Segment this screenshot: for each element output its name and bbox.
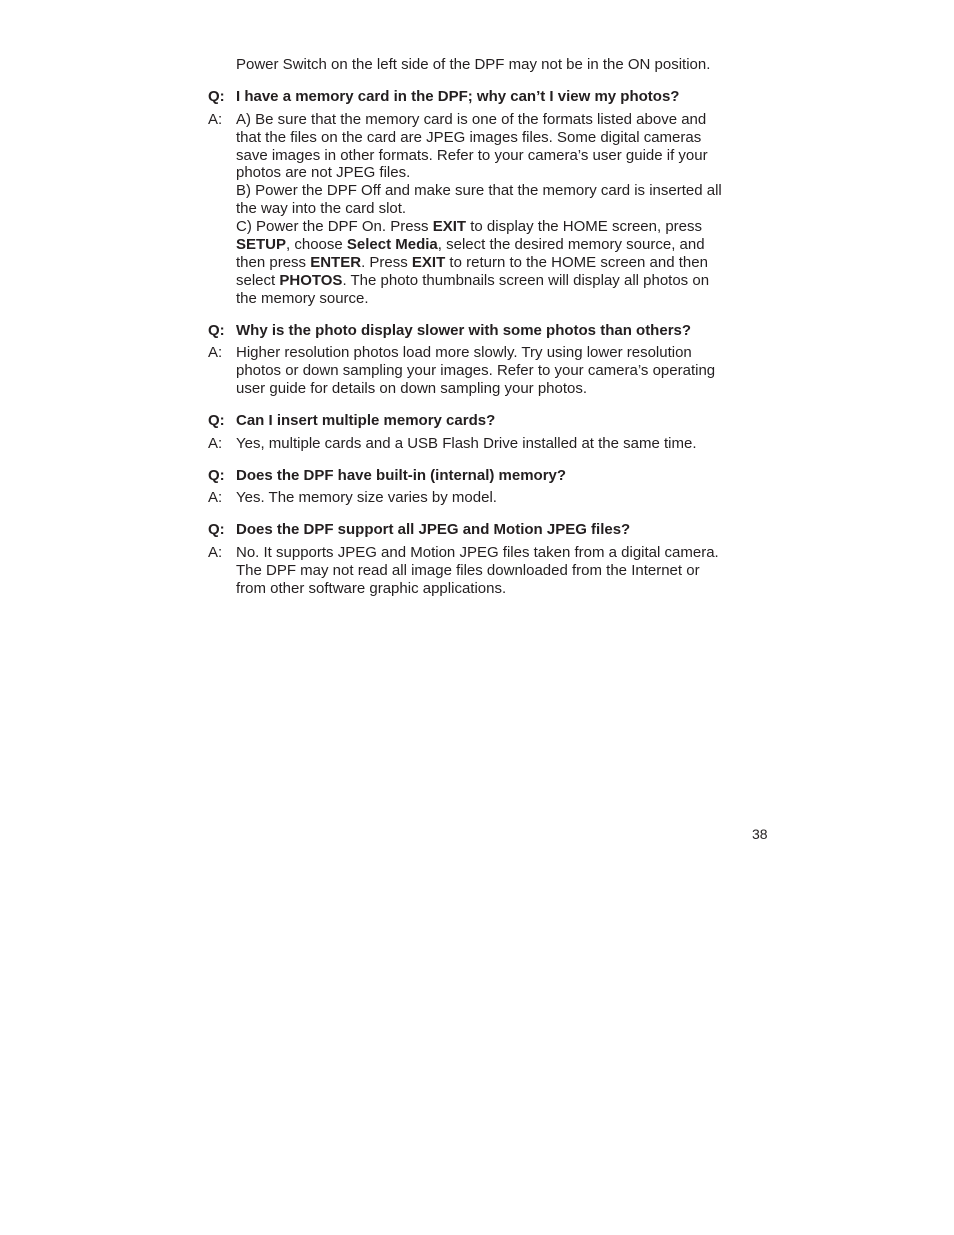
answer-text: . Press	[361, 254, 412, 271]
answer-label: A:	[208, 344, 223, 361]
answer-2-line: Higher resolution photos load more slowly. Try using lower resolution	[236, 344, 692, 361]
answer-1-line: B) Power the DPF Off and make sure that the memory card is inserted all	[236, 182, 722, 199]
question-1: I have a memory card in the DPF; why can’t I view my photos?	[236, 88, 680, 105]
answer-text: to return to the HOME screen and then	[445, 254, 708, 271]
answer-2-line: photos or down sampling your images. Refer to your camera’s operating	[236, 362, 716, 379]
answer-4-line: Yes. The memory size varies by model.	[236, 489, 497, 506]
page-number: 38	[752, 826, 768, 842]
enter-key-text: ENTER	[310, 254, 362, 271]
answer-label: A:	[208, 435, 223, 452]
answer-label: A:	[208, 111, 223, 128]
answer-3-line: Yes, multiple cards and a USB Flash Drive installed at the same time.	[236, 435, 697, 452]
answer-1-line	[236, 254, 708, 272]
answer-text: then press	[236, 254, 311, 271]
answer-label: A:	[208, 544, 223, 561]
answer-5-line: The DPF may not read all image files downloaded from the Internet or	[236, 562, 700, 579]
answer-text: C) Power the DPF On. Press	[236, 218, 433, 235]
answer-1-line: photos are not JPEG files.	[236, 164, 411, 181]
answer-2-line: user guide for details on down sampling your photos.	[236, 380, 588, 397]
answer-text: to display the HOME screen, press	[466, 218, 703, 235]
answer-1-line: A) Be sure that the memory card is one of the formats listed above and	[236, 111, 707, 128]
answer-text: , choose	[286, 236, 347, 253]
select-media-text: Select Media	[346, 236, 438, 253]
question-label: Q:	[208, 88, 225, 105]
answer-1-line: the way into the card slot.	[236, 200, 407, 217]
question-3: Can I insert multiple memory cards?	[236, 412, 496, 429]
answer-1-line: the memory source.	[236, 290, 369, 307]
question-2: Why is the photo display slower with some photos than others?	[236, 322, 692, 339]
question-4: Does the DPF have built-in (internal) memory?	[236, 467, 567, 484]
question-label: Q:	[208, 521, 225, 538]
answer-text: . The photo thumbnails screen will display all photos on	[342, 272, 710, 289]
answer-1-line	[236, 272, 709, 290]
exit-key-text: EXIT	[432, 218, 467, 235]
answer-text: , select the desired memory source, and	[437, 236, 705, 253]
answer-1-line	[236, 236, 705, 254]
question-label: Q:	[208, 322, 225, 339]
intro-text: Power Switch on the left side of the DPF may not be in the ON position.	[236, 56, 711, 73]
answer-1-line	[236, 218, 702, 236]
answer-5-line: No. It supports JPEG and Motion JPEG files taken from a digital camera.	[236, 544, 719, 561]
answer-5-line: from other software graphic applications.	[236, 580, 507, 597]
exit-key-text: EXIT	[411, 254, 446, 271]
answer-1-line: that the files on the card are JPEG images files. Some digital cameras	[236, 129, 702, 146]
question-5: Does the DPF support all JPEG and Motion JPEG files?	[236, 521, 631, 538]
answer-text: select	[236, 272, 280, 289]
setup-key-text: SETUP	[236, 236, 287, 253]
answer-1-line: save images in other formats. Refer to your camera’s user guide if your	[236, 147, 708, 164]
question-label: Q:	[208, 412, 225, 429]
question-label: Q:	[208, 467, 225, 484]
photos-key-text: PHOTOS	[279, 272, 343, 289]
answer-label: A:	[208, 489, 223, 506]
